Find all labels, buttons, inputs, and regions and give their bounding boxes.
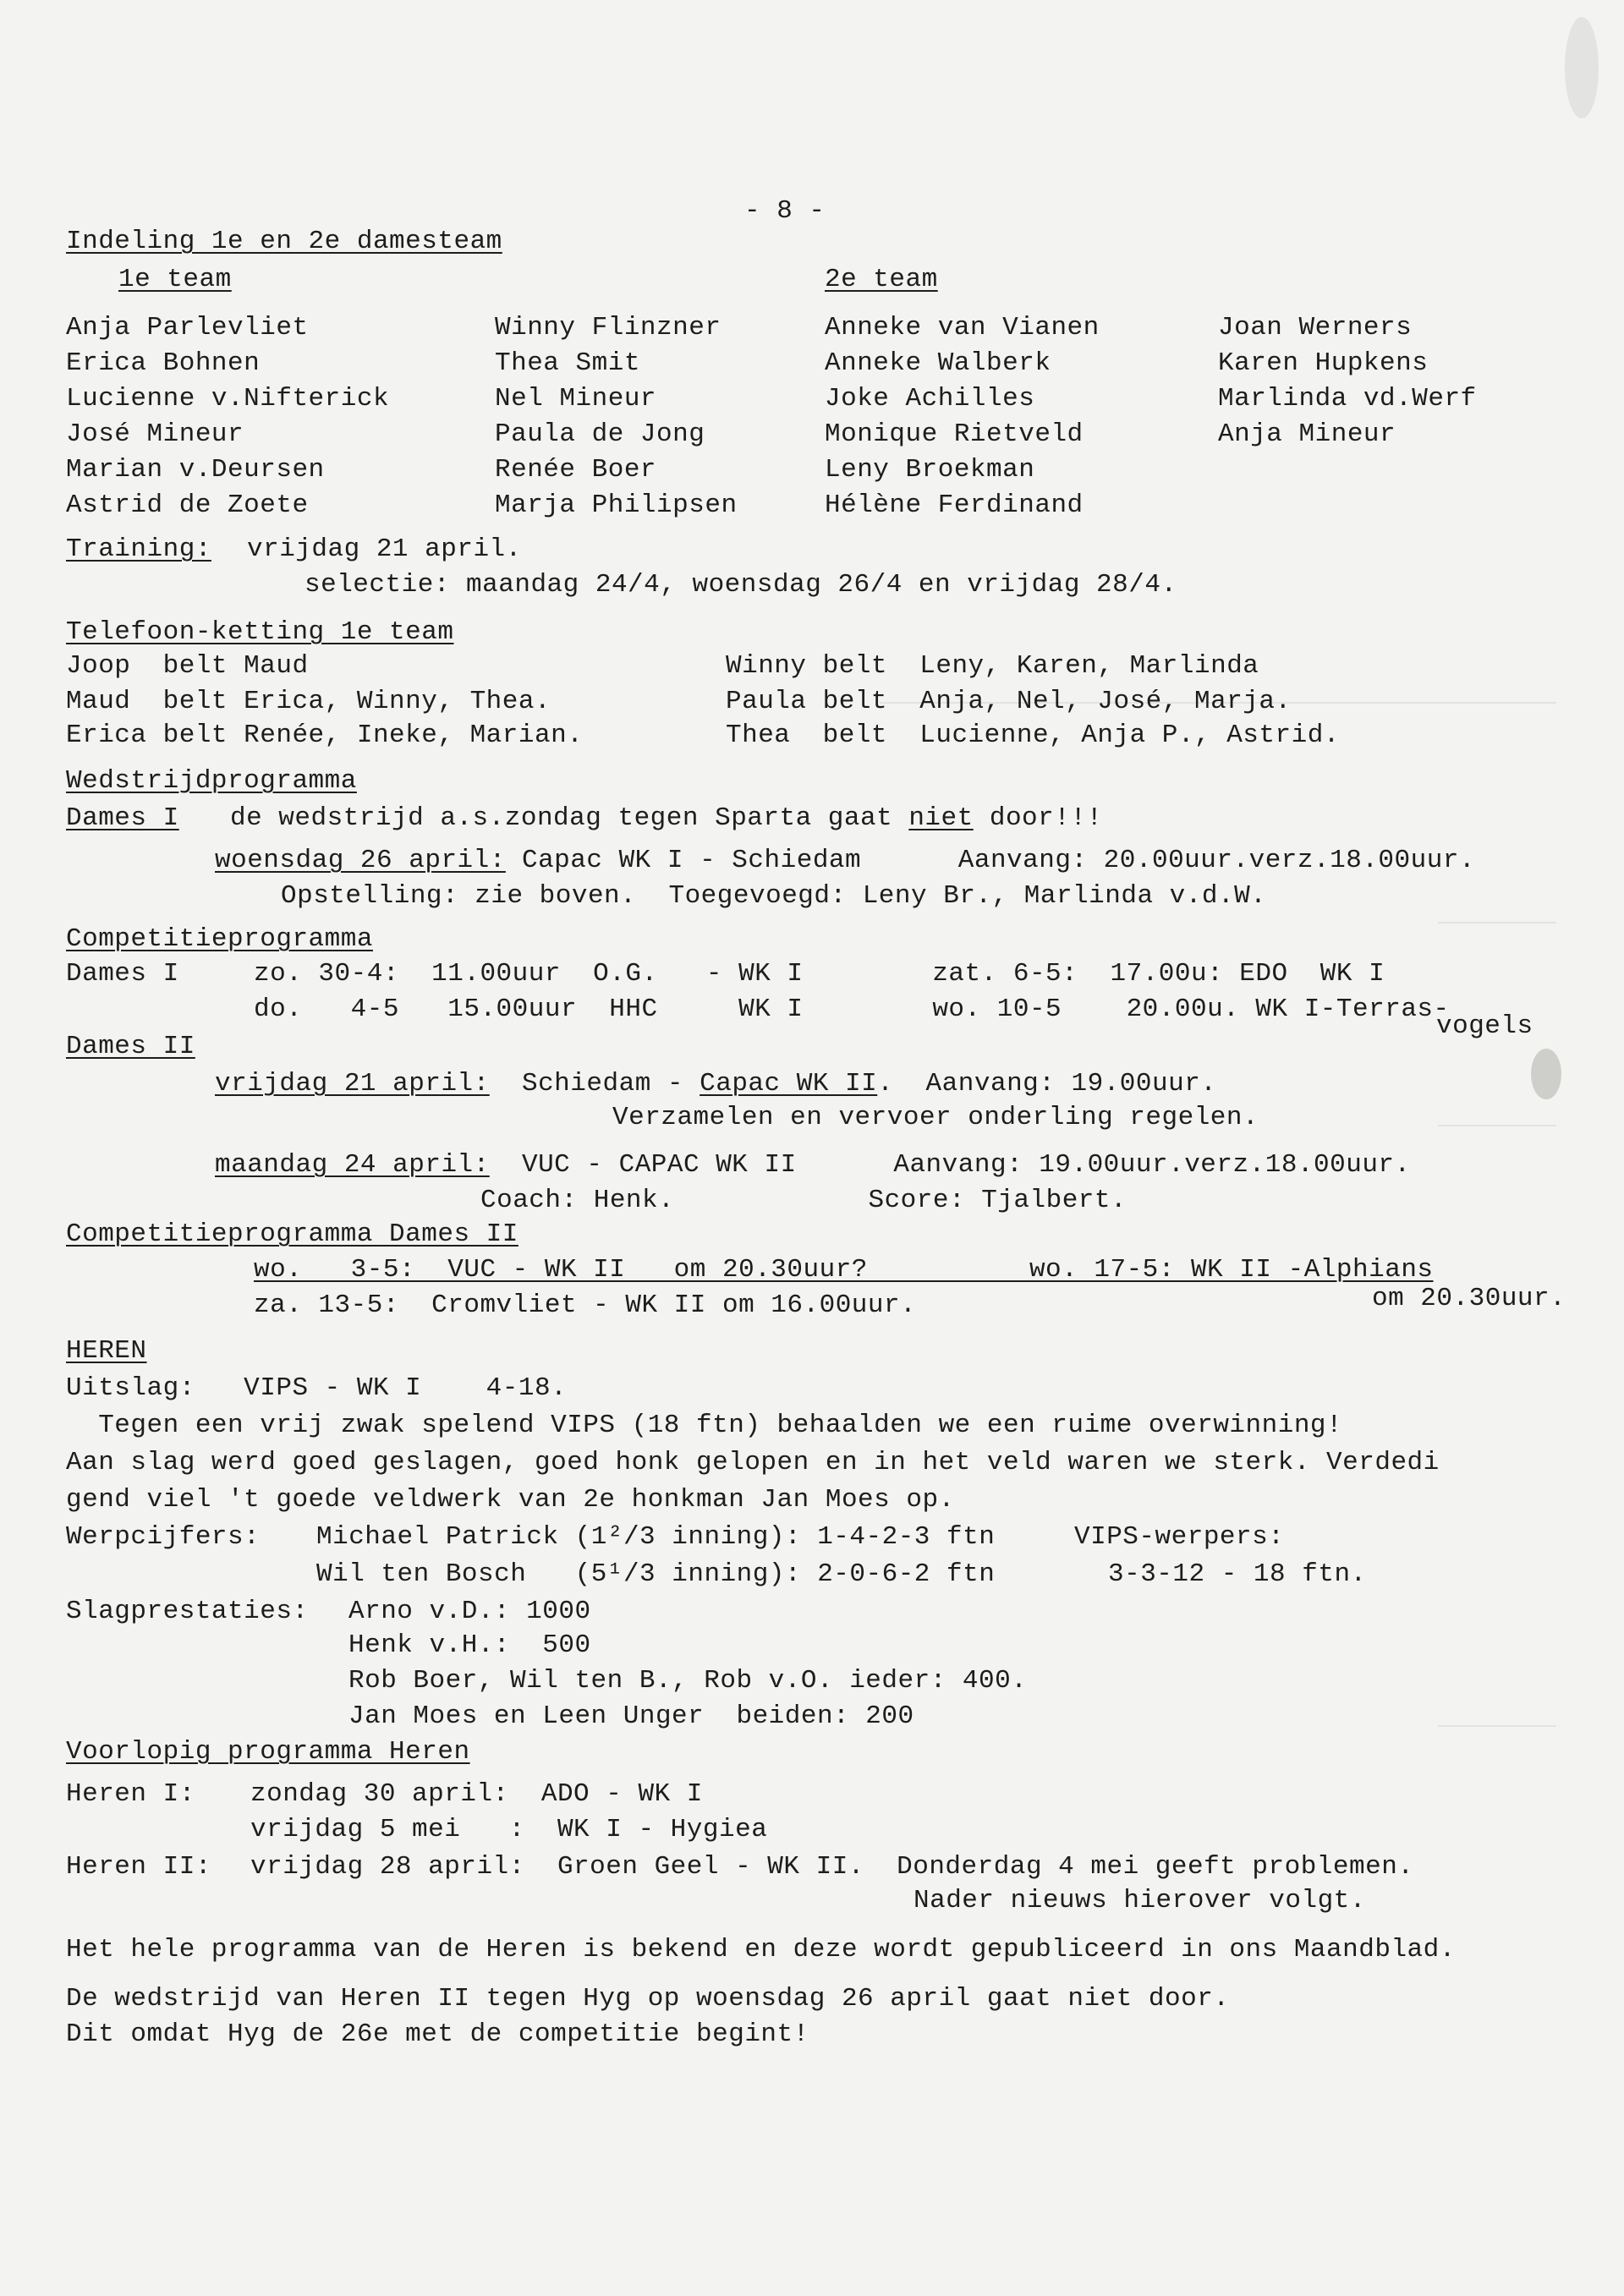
competition-dames1-label: Dames I [66,959,179,989]
team2-player: Karen Hupkens [1218,348,1429,378]
team1-player: Lucienne v.Nifterick [66,384,390,414]
closing-note: Dit omdat Hyg de 26e met de competitie begint! [66,2019,809,2049]
pitching-stat: Michael Patrick (1²/3 inning): 1-4-2-3 ftn [316,1522,996,1552]
batting-stat: Henk v.H.: 500 [348,1630,591,1660]
page-number: - 8 - [744,196,826,226]
heren-report: gend viel 't goede veldwerk van 2e honkman Jan Moes op. [66,1485,955,1515]
pitching-label: Werpcijfers: [66,1522,261,1552]
competition-title: Competitieprogramma [66,924,373,954]
competition-row: do. 4-5 15.00uur HHC WK I wo. 10-5 20.00u. WK I-Terras- [254,995,1450,1024]
bleed-through-line [1438,1125,1556,1126]
batting-stat: Arno v.D.: 1000 [348,1597,591,1626]
competition2-title: Competitieprogramma Dames II [66,1219,518,1249]
bleed-through-line [1438,1725,1556,1727]
paper-stain [1565,17,1599,118]
team1-player: Paula de Jong [495,419,705,449]
team1-player: Thea Smit [495,348,640,378]
team1-player: Marja Philipsen [495,490,738,520]
phone-chain-title: Telefoon-ketting 1e team [66,617,454,647]
competition2-row: wo. 3-5: VUC - WK II om 20.30uur? wo. 17-5: WK II -Alphians [254,1255,1434,1285]
phone-chain-line: Joop belt Maud [66,651,309,681]
team1-player: José Mineur [66,419,244,449]
batting-label: Slagprestaties: [66,1597,309,1626]
heren2-match: vrijdag 28 april: Groen Geel - WK II. Donderdag 4 mei geeft problemen. [250,1852,1414,1882]
team2-player: Leny Broekman [825,455,1035,485]
pitching-stat: Wil ten Bosch (5¹/3 inning): 2-0-6-2 ftn [316,1559,996,1589]
phone-chain-line: Thea belt Lucienne, Anja P., Astrid. [726,721,1340,750]
team2-player: Hélène Ferdinand [825,490,1084,520]
training-label: Training: [66,534,211,564]
closing-note: Het hele programma van de Heren is bekend en deze wordt gepubliceerd in ons Maandblad. [66,1935,1456,1964]
team1-player: Erica Bohnen [66,348,261,378]
team1-player: Anja Parlevliet [66,313,309,342]
team1-player: Winny Flinzner [495,313,721,342]
match-program-title: Wedstrijdprogramma [66,766,357,796]
section-title-dames: Indeling 1e en 2e damesteam [66,227,502,256]
dames2-staff: Coach: Henk. Score: Tjalbert. [480,1186,1127,1215]
training-selection: selectie: maandag 24/4, woensdag 26/4 en vrijdag 28/4. [304,570,1177,600]
heren1-match: zondag 30 april: ADO - WK I [250,1779,703,1809]
training-line: vrijdag 21 april. [247,534,522,564]
heren2-label: Heren II: [66,1852,211,1882]
team2-player: Marlinda vd.Werf [1218,384,1477,414]
team2-player: Joke Achilles [825,384,1035,414]
dames2-title: Dames II [66,1032,195,1061]
competition2-row: za. 13-5: Cromvliet - WK II om 16.00uur. [254,1290,917,1320]
team2-player: Anja Mineur [1218,419,1396,449]
competition2-row-tail: om 20.30uur. [1372,1284,1566,1313]
woensdag-match: woensdag 26 april: Capac WK I - Schiedam Aanvang: 20.00uur.verz.18.00uur. [215,846,1476,875]
dames1-notice: de wedstrijd a.s.zondag tegen Sparta gaat niet door!!! [230,803,1103,833]
lineup-note: Opstelling: zie boven. Toegevoegd: Leny Br., Marlinda v.d.W. [281,881,1267,911]
paper-stain [1531,1049,1561,1099]
team2-player: Anneke van Vianen [825,313,1100,342]
heren-program-title: Voorlopig programma Heren [66,1737,470,1767]
phone-chain-line: Maud belt Erica, Winny, Thea. [66,687,551,716]
team1-player: Marian v.Deursen [66,455,325,485]
dames2-transport-note: Verzamelen en vervoer onderling regelen. [612,1103,1259,1132]
team1-player: Astrid de Zoete [66,490,309,520]
team2-player: Monique Rietveld [825,419,1084,449]
batting-stat: Jan Moes en Leen Unger beiden: 200 [348,1701,914,1731]
bleed-through-line [1438,922,1556,923]
closing-note: De wedstrijd van Heren II tegen Hyg op woensdag 26 april gaat niet door. [66,1984,1230,2014]
heren-report: Tegen een vrij zwak spelend VIPS (18 ftn) behaalden we een ruime overwinning! [66,1411,1343,1440]
heren-result: Uitslag: VIPS - WK I 4-18. [66,1373,568,1403]
dames1-label: Dames I [66,803,179,833]
opponent-pitchers-label: VIPS-werpers: [1074,1522,1285,1552]
competition-row: zo. 30-4: 11.00uur O.G. - WK I zat. 6-5: 17.00u: EDO WK I [254,959,1385,989]
team1-player: Nel Mineur [495,384,657,414]
dames2-monday-match: maandag 24 april: VUC - CAPAC WK II Aanvang: 19.00uur.verz.18.00uur. [215,1150,1411,1180]
team1-label: 1e team [118,265,232,294]
heren-title: HEREN [66,1336,147,1366]
team1-player: Renée Boer [495,455,657,485]
team2-label: 2e team [825,265,938,294]
dames2-friday-match: vrijdag 21 april: Schiedam - Capac WK II. Aanvang: 19.00uur. [215,1069,1217,1099]
team2-player: Joan Werners [1218,313,1413,342]
competition-row-tail: vogels [1436,1011,1533,1041]
phone-chain-line: Paula belt Anja, Nel, José, Marja. [726,687,1292,716]
phone-chain-line: Winny belt Leny, Karen, Marlinda [726,651,1259,681]
team2-player: Anneke Walberk [825,348,1051,378]
heren2-followup: Nader nieuws hierover volgt. [914,1886,1366,1915]
heren1-label: Heren I: [66,1779,195,1809]
heren1-match: vrijdag 5 mei : WK I - Hygiea [250,1815,768,1844]
opponent-pitching-stat: 3-3-12 - 18 ftn. [1108,1559,1367,1589]
batting-stat: Rob Boer, Wil ten B., Rob v.O. ieder: 400. [348,1666,1028,1696]
heren-report: Aan slag werd goed geslagen, goed honk gelopen en in het veld waren we sterk. Verdedi [66,1448,1440,1477]
phone-chain-line: Erica belt Renée, Ineke, Marian. [66,721,584,750]
